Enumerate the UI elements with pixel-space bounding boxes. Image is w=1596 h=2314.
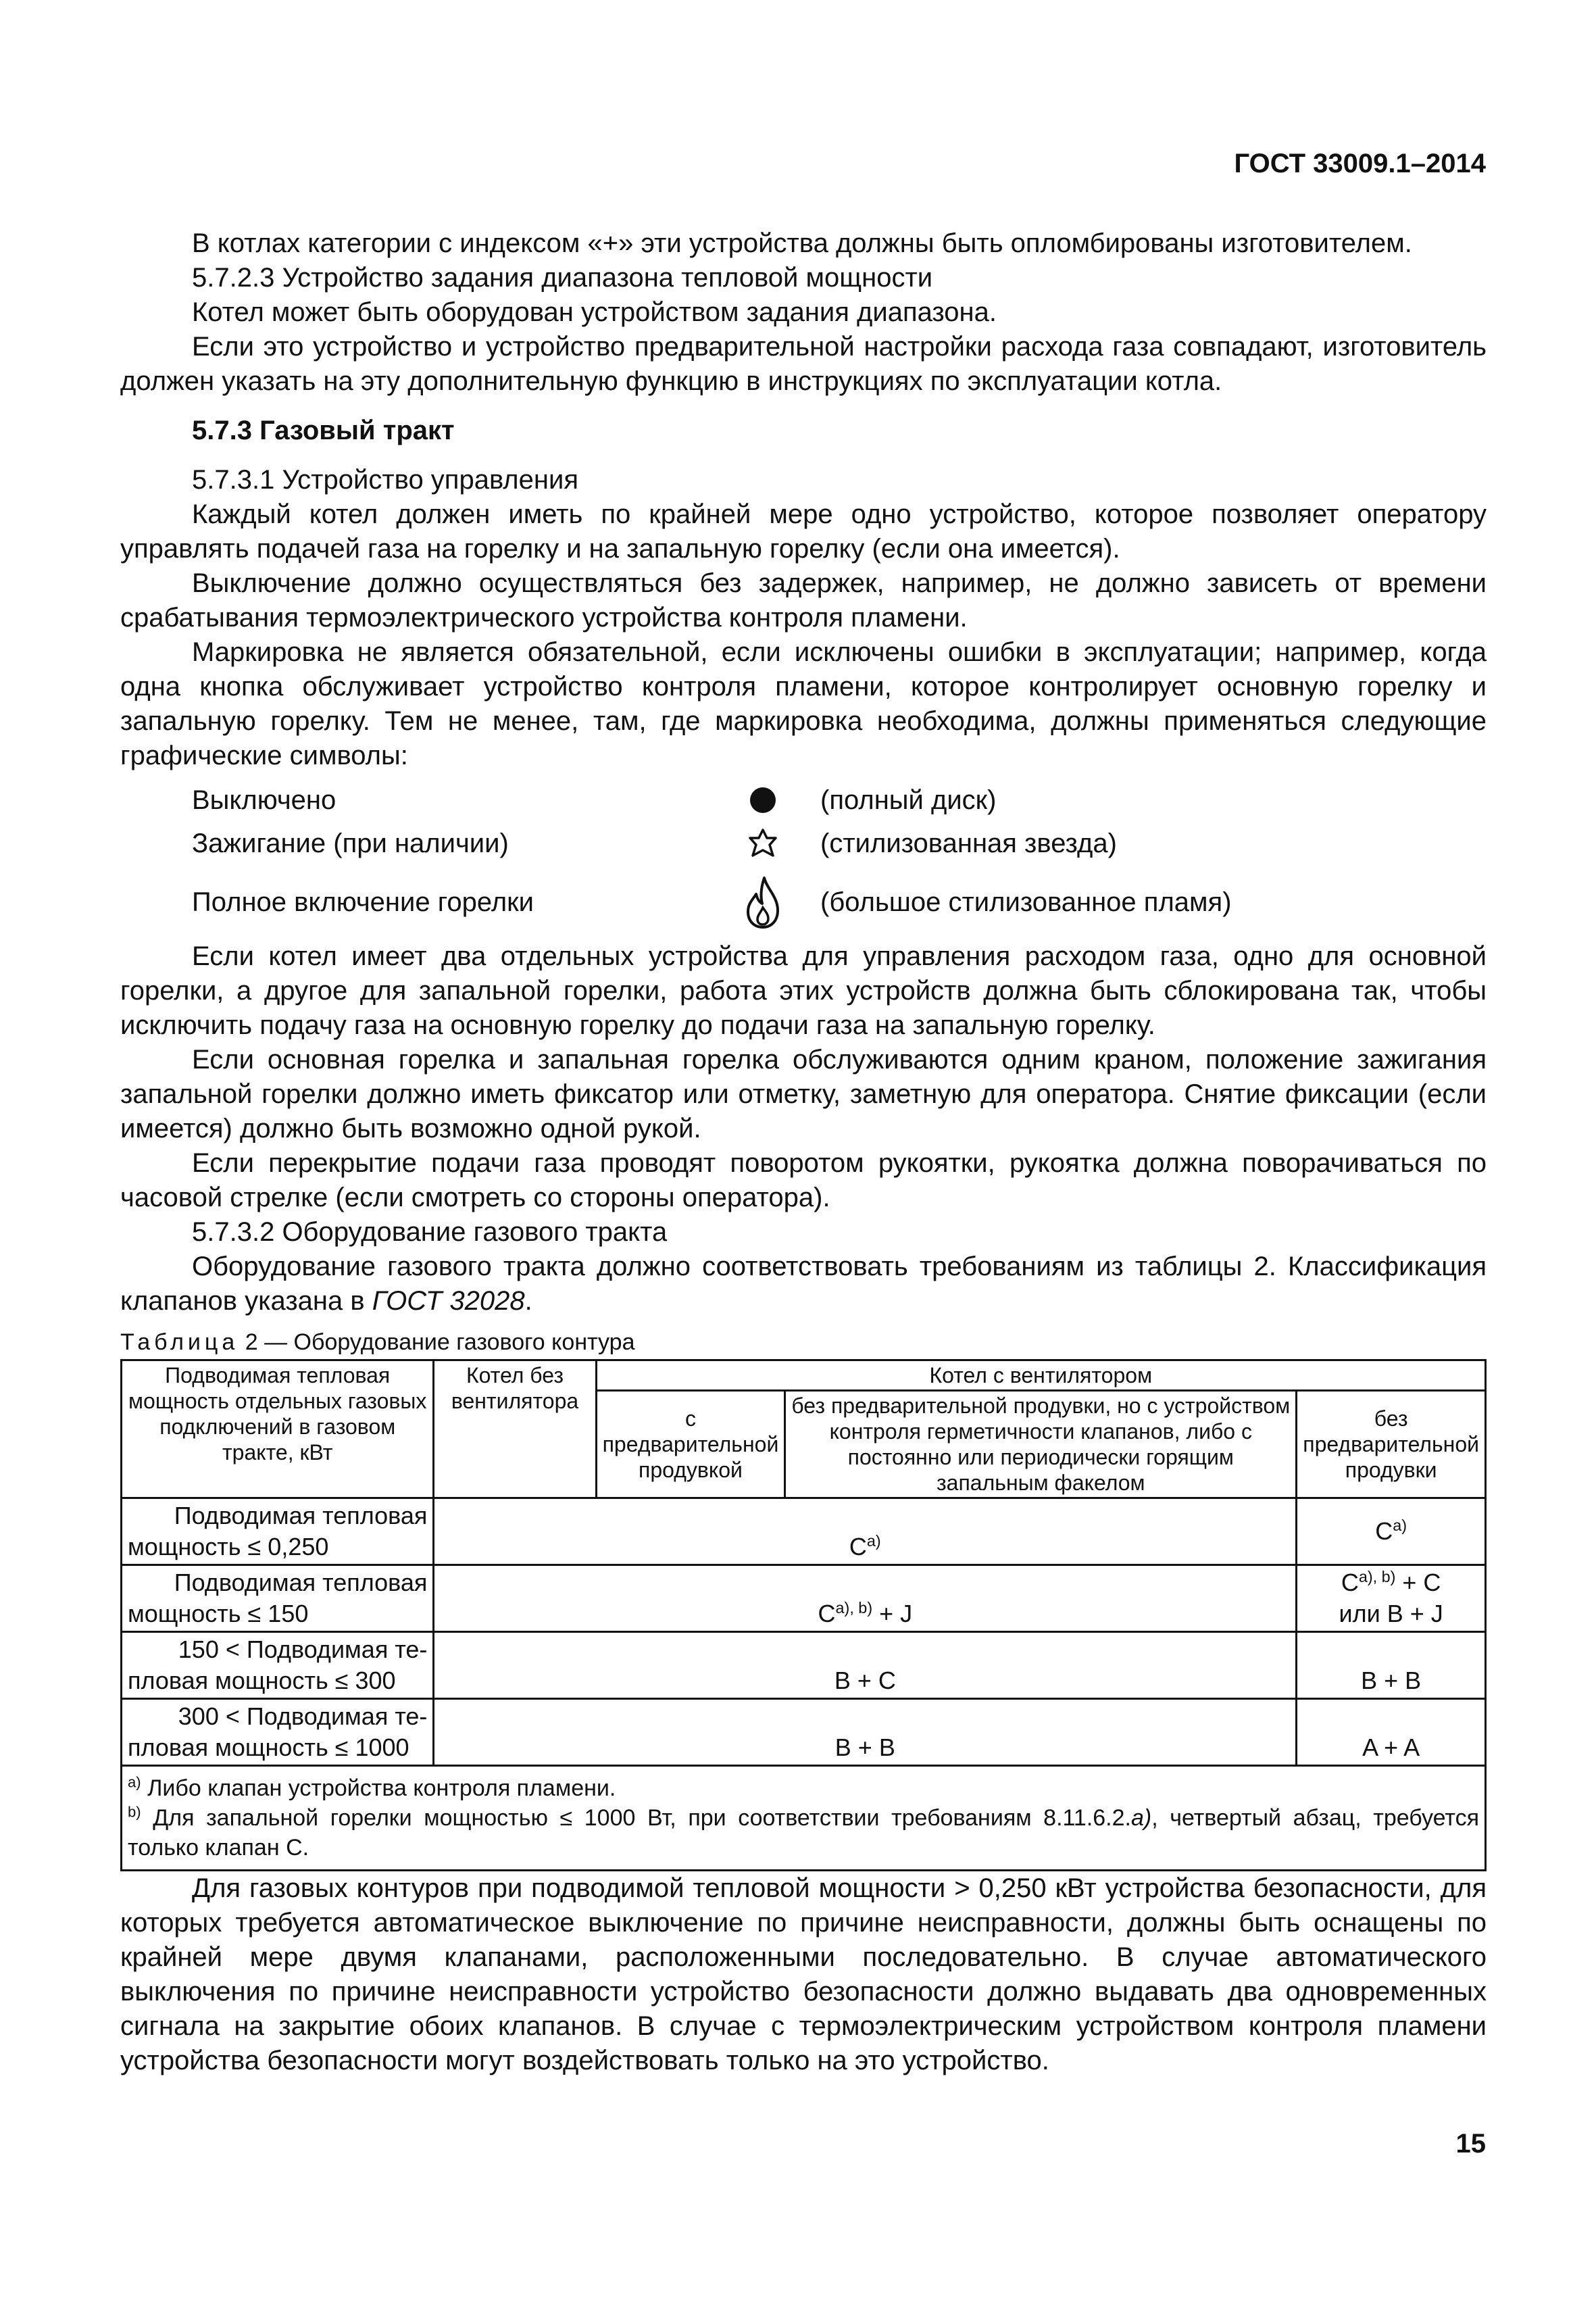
paragraph: Если перекрытие подачи газа проводят поворотом рукоятки, рукоятка должна поворачиваться по часовой стрелке (если смотреть со стороны оператора).: [120, 1148, 1487, 1212]
header-group-cell: Котел с вентилятором: [596, 1360, 1485, 1391]
footnote-text: Для запальной горелки мощностью ≤ 1000 Вт, при соответствии требованиям 8.11.6.2.: [141, 1805, 1131, 1831]
table-cell: B + B: [434, 1699, 1297, 1766]
paragraph: Если котел имеет два отдельных устройства для управления расходом газа, одно для основной горелки, а другое для запальной горелки, работа этих устройств должна быть сблокирована так, чтобы исключить подачу газа на основную горелку до подачи газа на запальную горелку.: [120, 941, 1487, 1040]
paragraph-text: Оборудование газового тракта должно соответствовать требованиям из таблицы 2. Классификация клапанов указана в: [120, 1252, 1487, 1316]
row-label-line: 300 < Подводимая те-: [178, 1702, 428, 1730]
table-cell: [1297, 1498, 1486, 1565]
footnote-a: [128, 1773, 1479, 1803]
row-label: [122, 1699, 434, 1766]
clause-heading: 5.7.3.2 Оборудование газового тракта: [192, 1217, 668, 1247]
page-number: 15: [1455, 2129, 1486, 2159]
standard-reference: ГОСТ 32028: [372, 1286, 525, 1316]
section-heading: 5.7.3 Газовый тракт: [192, 416, 455, 445]
symbol-description: (большое стилизованное пламя): [820, 887, 1232, 917]
footnote-mark: a), b): [1358, 1568, 1396, 1585]
row-label-line: Подводимая тепловая: [174, 1569, 428, 1596]
row-label: [122, 1498, 434, 1565]
paragraph: Если это устройство и устройство предварительной настройки расхода газа совпадают, изготовитель должен указать на эту дополнительную функцию в инструкциях по эксплуатации котла.: [120, 332, 1487, 396]
table-cell: [434, 1498, 1297, 1565]
stylized-star-icon: [726, 828, 800, 859]
table-header-row: [122, 1360, 1486, 1391]
symbol-description: (полный диск): [820, 785, 997, 815]
document-code: ГОСТ 33009.1–2014: [1234, 149, 1486, 178]
valve-code: C: [849, 1533, 867, 1560]
footnote-mark: a): [128, 1773, 141, 1791]
table-cell: [434, 1565, 1297, 1632]
row-label-line: пловая мощность ≤ 300: [128, 1667, 396, 1694]
footnote-ref: а): [1130, 1805, 1152, 1831]
valve-code-suffix: + J: [872, 1600, 913, 1627]
footnote-text: , четвертый абзац, требуется только клапан С.: [128, 1805, 1479, 1861]
symbol-list: [120, 779, 1487, 939]
row-label-line: мощность ≤ 150: [128, 1600, 309, 1627]
paragraph: Для газовых контуров при подводимой тепловой мощности > 0,250 кВт устройства безопасности, для которых требуется автоматическое выключение по причине неисправности, должны быть оснащены по крайней мере двумя клапанами, расположенными последовательно. В случае автоматического выключения по причине неисправности устройство безопасности должно выдавать два одновременных сигнала на закрытие обоих клапанов. В случае с термоэлектрическим устройством контроля пламени устройства безопасности могут воздействовать только на это устройство.: [120, 1873, 1487, 2075]
footnote-mark: a), b): [835, 1599, 873, 1617]
paragraph: Выключение должно осуществляться без задержек, например, не должно зависеть от времени срабатывания термоэлектрического устройства контроля пламени.: [120, 568, 1487, 633]
footnote-mark: a): [1393, 1517, 1407, 1534]
table-row: [122, 1498, 1486, 1565]
table-cell: [1297, 1565, 1486, 1632]
valve-code: C: [1375, 1517, 1393, 1545]
table-notes: [122, 1766, 1486, 1871]
paragraph: Котел может быть оборудован устройством задания диапазона.: [192, 297, 997, 327]
table-notes-row: [122, 1766, 1486, 1871]
symbol-row: [120, 779, 1487, 822]
table-caption-title: 2 — Оборудование газового контура: [239, 1329, 635, 1355]
footnote-mark: b): [128, 1803, 141, 1821]
symbol-row: [120, 822, 1487, 865]
symbol-description: (стилизованная звезда): [820, 828, 1117, 858]
row-label: [122, 1565, 434, 1632]
paragraph: Маркировка не является обязательной, если исключены ошибки в эксплуатации; например, когда одна кнопка обслуживает устройство контроля пламени, которое контролирует основную горелку и запальную горелку. Тем не менее, там, где маркировка необходима, должны применяться следующие графические символы:: [120, 637, 1487, 770]
valve-code-alt: или B + J: [1339, 1600, 1443, 1627]
paragraph: Если основная горелка и запальная горелка обслуживаются одним краном, положение зажигания запальной горелки должно иметь фиксатор или отметку, заметную для оператора. Снятие фиксации (если имеется) должно быть возможно одной рукой.: [120, 1045, 1487, 1143]
flame-icon: [726, 875, 800, 929]
table-row: [122, 1699, 1486, 1766]
page-content: [120, 226, 1487, 2078]
header-cell: без предварительной продувки: [1297, 1391, 1486, 1498]
row-label-line: пловая мощность ≤ 1000: [128, 1733, 409, 1761]
footnote-text: Либо клапан устройства контроля пламени.: [141, 1775, 616, 1801]
paragraph: В котлах категории с индексом «+» эти устройства должны быть опломбированы изготовителем.: [192, 228, 1412, 258]
paragraph-text: .: [524, 1286, 532, 1316]
row-label: [122, 1632, 434, 1699]
header-cell: Подводимая тепловая мощность отдельных газовых подключений в газовом тракте, кВт: [122, 1360, 434, 1498]
symbol-label: Зажигание (при наличии): [192, 828, 509, 858]
row-label-line: Подводимая тепловая: [174, 1502, 428, 1529]
symbol-label: Выключено: [192, 785, 336, 815]
valve-code-suffix: + C: [1395, 1569, 1441, 1596]
row-label-line: 150 < Подводимая те-: [178, 1635, 428, 1663]
clause-heading: 5.7.3.1 Устройство управления: [192, 465, 578, 495]
table-row: [122, 1632, 1486, 1699]
filled-disk-icon: [726, 785, 800, 815]
row-label-line: мощность ≤ 0,250: [128, 1533, 329, 1560]
clause-heading: 5.7.2.3 Устройство задания диапазона тепловой мощности: [192, 263, 933, 293]
table-row: [122, 1565, 1486, 1632]
header-cell: без предварительной продувки, но с устройством контроля герметичности клапанов, либо с постоянно или периодически горящим запальным факелом: [785, 1391, 1297, 1498]
paragraph: [120, 1250, 1487, 1319]
gas-equipment-table: [120, 1359, 1487, 1871]
valve-code: C: [818, 1600, 836, 1627]
table-cell: A + A: [1297, 1699, 1486, 1766]
symbol-label: Полное включение горелки: [192, 887, 534, 917]
valve-code: C: [1341, 1569, 1359, 1596]
paragraph: Каждый котел должен иметь по крайней мере одно устройство, которое позволяет оператору управлять подачей газа на горелку и на запальную горелку (если она имеется).: [120, 499, 1487, 564]
table-caption: [120, 1328, 1487, 1356]
header-cell: с предварительной продувкой: [596, 1391, 785, 1498]
footnote-b: [128, 1803, 1479, 1863]
table-cell: B + B: [1297, 1632, 1486, 1699]
footnote-mark: a): [866, 1532, 881, 1550]
table-caption-word: Таблица: [120, 1329, 239, 1355]
table-cell: B + C: [434, 1632, 1297, 1699]
header-cell: Котел без вентилятора: [434, 1360, 596, 1498]
symbol-row: [120, 865, 1487, 939]
